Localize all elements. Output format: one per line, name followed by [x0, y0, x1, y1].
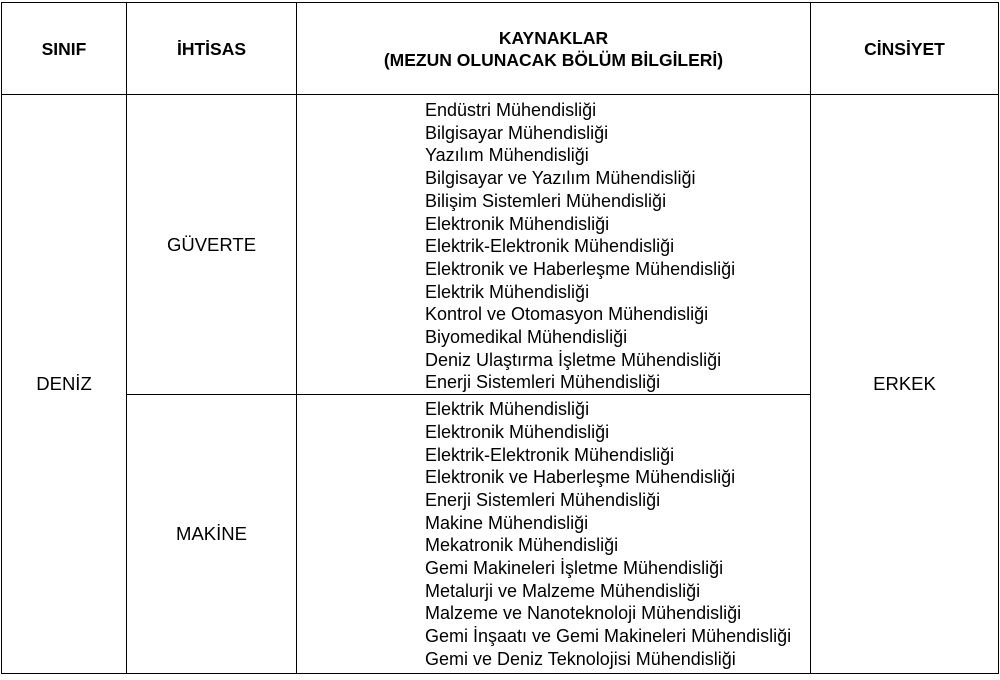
list-item: Malzeme ve Nanoteknoloji Mühendisliği [425, 603, 742, 624]
list-item: Makine Mühendisliği [425, 512, 589, 533]
specialty-block-guverte [127, 95, 810, 395]
list-item: Elektronik ve Haberleşme Mühendisliği [425, 467, 736, 488]
header-row [2, 3, 999, 95]
specialty-name-makine: MAKİNE [127, 395, 297, 672]
list-item: Gemi ve Deniz Teknolojisi Mühendisliği [425, 648, 736, 669]
specialties-cell [127, 95, 811, 674]
table-row [2, 95, 999, 674]
header-kaynaklar-title: KAYNAKLAR [498, 27, 609, 48]
specialty-name-guverte: GÜVERTE [127, 95, 297, 394]
list-item: Elektrik-Elektronik Mühendisliği [425, 236, 675, 257]
list-item: Metalurji ve Malzeme Mühendisliği [425, 580, 701, 601]
department-list-makine [425, 398, 810, 670]
list-item: Endüstri Mühendisliği [425, 100, 597, 120]
list-item: Kontrol ve Otomasyon Mühendisliği [425, 304, 709, 325]
list-item: Elektronik Mühendisliği [425, 213, 610, 234]
list-item: Gemi Makineleri İşletme Mühendisliği [425, 558, 724, 579]
list-item: Gemi İnşaatı ve Gemi Makineleri Mühendisliği [425, 626, 792, 647]
list-item: Yazılım Mühendisliği [425, 145, 589, 166]
requirements-table [1, 2, 999, 674]
list-item: Biyomedikal Mühendisliği [425, 327, 628, 348]
list-item: Deniz Ulaştırma İşletme Mühendisliği [425, 349, 722, 370]
list-item: Elektronik ve Haberleşme Mühendisliği [425, 258, 736, 279]
cell-sinif: DENİZ [2, 95, 127, 674]
list-item: Bilişim Sistemleri Mühendisliği [425, 190, 667, 211]
list-item: Enerji Sistemleri Mühendisliği [425, 489, 661, 510]
specialty-block-makine [127, 395, 810, 672]
header-sinif: SINIF [2, 3, 127, 95]
header-kaynaklar-subtitle: (MEZUN OLUNACAK BÖLÜM BİLGİLERİ) [383, 49, 724, 70]
header-kaynaklar [297, 3, 811, 95]
list-item: Elektrik-Elektronik Mühendisliği [425, 444, 675, 465]
department-list-guverte [425, 99, 810, 394]
header-ihtisas: İHTİSAS [127, 3, 297, 95]
list-item: Mekatronik Mühendisliği [425, 535, 619, 556]
header-cinsiyet: CİNSİYET [811, 3, 999, 95]
list-item: Elektrik Mühendisliği [425, 399, 590, 420]
list-item: Elektrik Mühendisliği [425, 281, 590, 302]
list-item: Enerji Sistemleri Mühendisliği [425, 372, 661, 393]
cell-cinsiyet: ERKEK [811, 95, 999, 674]
list-item: Bilgisayar ve Yazılım Mühendisliği [425, 168, 696, 189]
list-item: Elektronik Mühendisliği [425, 421, 610, 442]
list-item: Bilgisayar Mühendisliği [425, 122, 609, 143]
